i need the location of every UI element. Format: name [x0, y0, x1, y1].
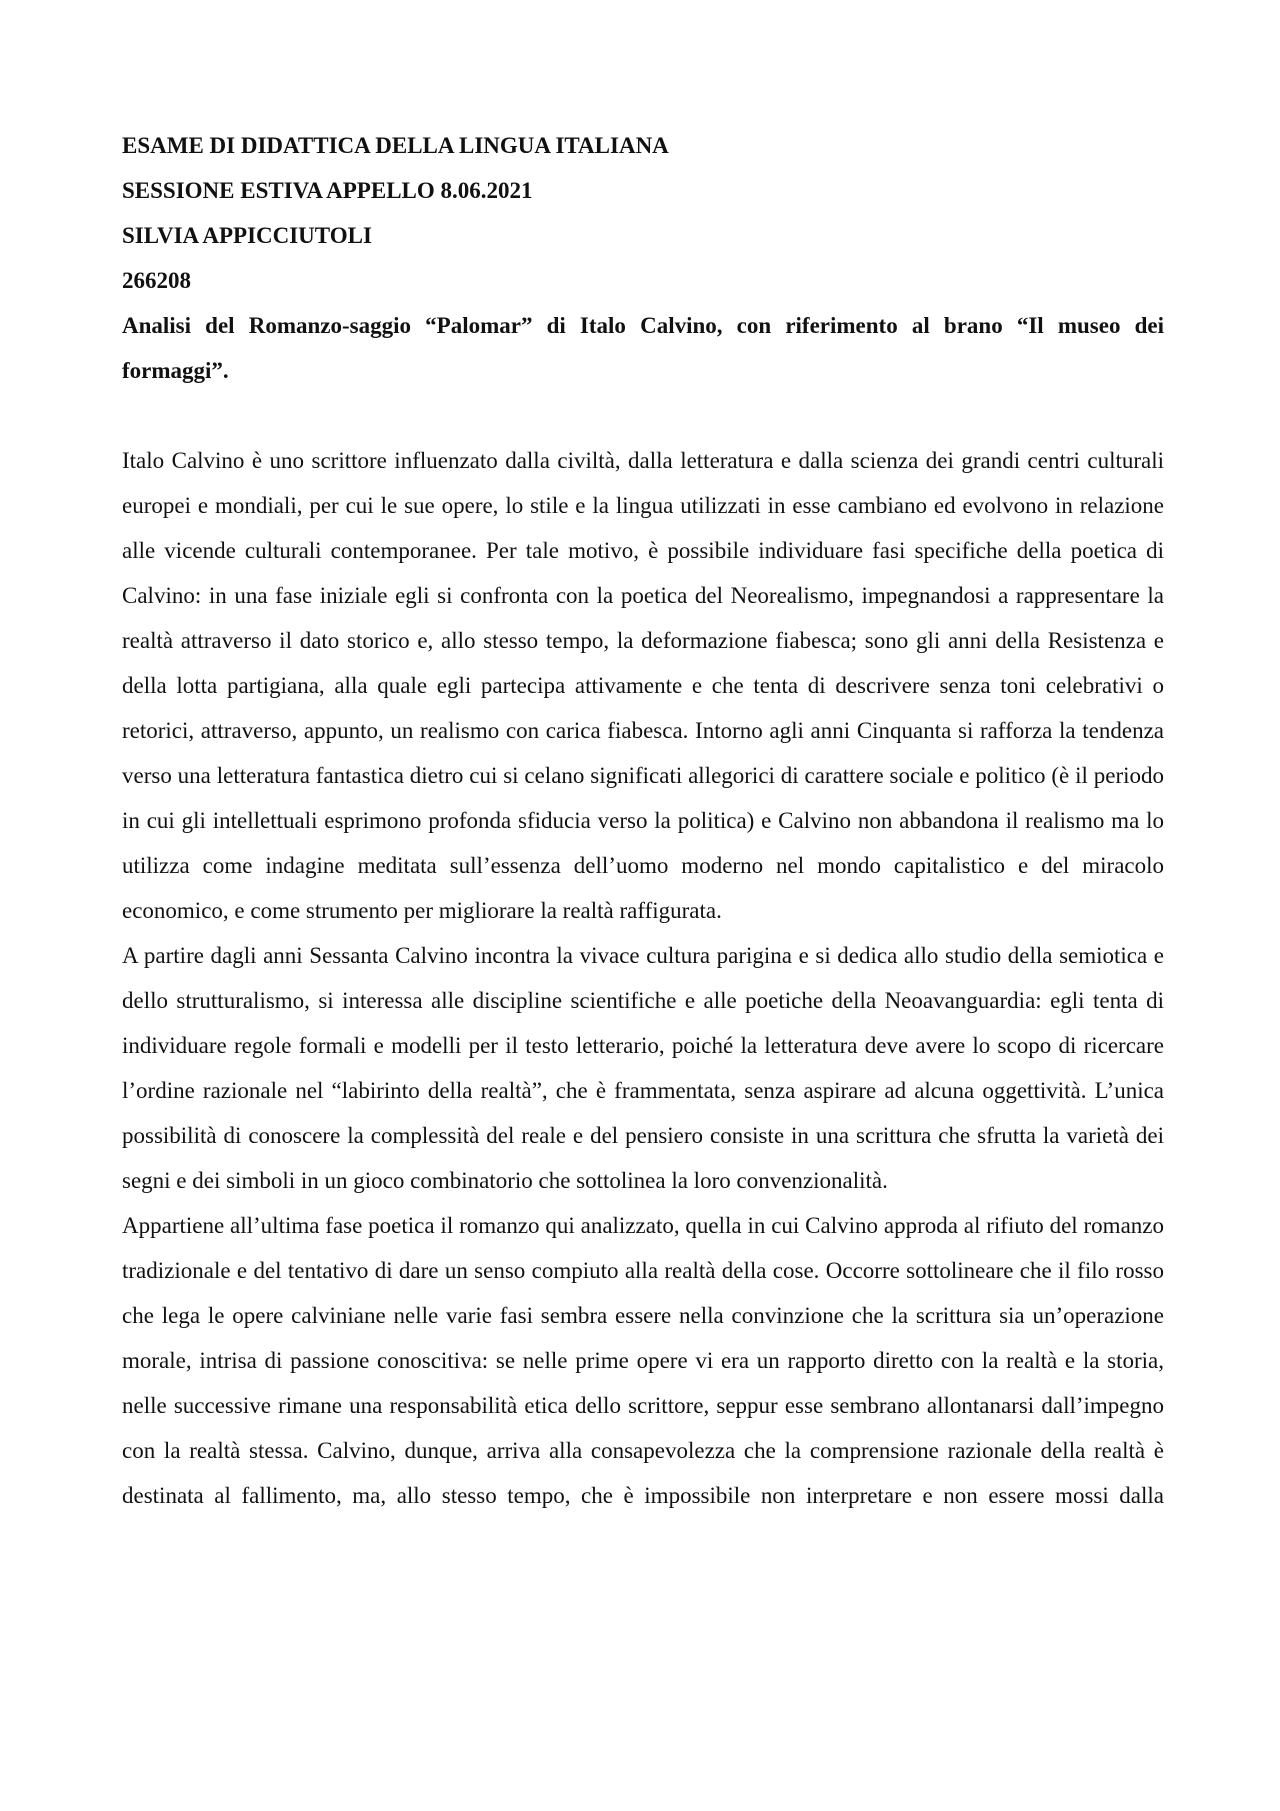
- student-id: 266208: [122, 268, 191, 293]
- essay-subtitle: Analisi del Romanzo-saggio “Palomar” di Italo Calvino, con riferimento al brano “Il museo dei formaggi”.: [122, 313, 1164, 383]
- paragraph-2: A partire dagli anni Sessanta Calvino incontra la vivace cultura parigina e si dedica allo studio della semiotica e dello strutturalismo, si interessa alle discipline scientifiche e alle poetiche della Neoavanguardia: egli tenta di individuare regole formali e modelli per il testo letterario, poiché la letteratura deve avere lo scopo di ricercare l’ordine razionale nel “labirinto della realtà”, che è frammentata, senza aspirare ad alcuna oggettività. L’unica possibilità di conoscere la complessità del reale e del pensiero consiste in una scrittura che sfrutta la varietà dei segni e dei simboli in un gioco combinatorio che sottolinea la loro convenzionalità.: [122, 943, 1164, 1193]
- exam-session: SESSIONE ESTIVA APPELLO 8.06.2021: [122, 178, 533, 203]
- paragraph-3: Appartiene all’ultima fase poetica il romanzo qui analizzato, quella in cui Calvino approda al rifiuto del romanzo tradizionale e del tentativo di dare un senso compiuto alla realtà della cose. Occorre sottolineare che il filo rosso che lega le opere calviniane nelle varie fasi sembra essere nella convinzione che la scrittura sia un’operazione morale, intrisa di passione conoscitiva: se nelle prime opere vi era un rapporto diretto con la realtà e la storia, nelle successive rimane una responsabilità etica dello scrittore, seppur esse sembrano allontanarsi dall’impegno con la realtà stessa. Calvino, dunque, arriva alla consapevolezza che la comprensione razionale della realtà è destinata al fallimento, ma, allo stesso tempo, che è impossibile non interpretare e non essere mossi dalla: [122, 1213, 1164, 1508]
- student-name: SILVIA APPICCIUTOLI: [122, 223, 372, 248]
- blank-line: [122, 393, 1164, 438]
- exam-title: ESAME DI DIDATTICA DELLA LINGUA ITALIANA: [122, 133, 669, 158]
- paragraph-1: Italo Calvino è uno scrittore influenzato dalla civiltà, dalla letteratura e dalla scienza dei grandi centri culturali europei e mondiali, per cui le sue opere, lo stile e la lingua utilizzati in esse cambiano ed evolvono in relazione alle vicende culturali contemporanee. Per tale motivo, è possibile individuare fasi specifiche della poetica di Calvino: in una fase iniziale egli si confronta con la poetica del Neorealismo, impegnandosi a rappresentare la realtà attraverso il dato storico e, allo stesso tempo, la deformazione fiabesca; sono gli anni della Resistenza e della lotta partigiana, alla quale egli partecipa attivamente e che tenta di descrivere senza toni celebrativi o retorici, attraverso, appunto, un realismo con carica fiabesca. Intorno agli anni Cinquanta si rafforza la tendenza verso una letteratura fantastica dietro cui si celano significati allegorici di carattere sociale e politico (è il periodo in cui gli intellettuali esprimono profonda sfiducia verso la politica) e Calvino non abbandona il realismo ma lo utilizza come indagine meditata sull’essenza dell’uomo moderno nel mondo capitalistico e del miracolo economico, e come strumento per migliorare la realtà raffigurata.: [122, 448, 1164, 923]
- document-body: [122, 123, 1164, 1518]
